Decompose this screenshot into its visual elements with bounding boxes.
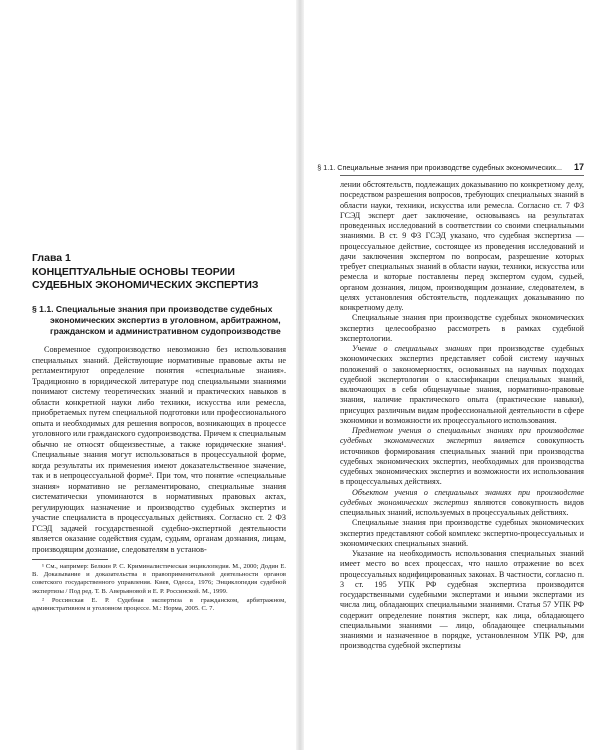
- right-body-paragraph: [340, 313, 584, 344]
- footnote-2: ² Россинская Е. Р. Судебная экспертиза в гражданском, арбитражном, административном и уголовном процессе. М.: Норма, 2005. С. 7.: [32, 596, 286, 613]
- paragraph-text: лении обстоятельств, подлежащих доказыванию по конкретному делу, посредством разрешения вопросов, требующих специальных знаний в области науки, техники, искусства или ремесла. Согласно ст. 7 ФЗ ГСЭД эксперт дает заключение, основываясь на результатах проведенных исследований в соответствии со своими специальными знаниями. В ст. 9 ФЗ ГСЭД указано, что судебная экспертиза — процессуальное действие, состоящее из проведения исследований и дачи заключения экспертом по вопросам, разрешение которых требует специальных знаний в области науки, техники, искусства или ремесла и которые поставлены перед экспертом судом, судьей, органом дознания, лицом, производящим дознание, следователем, в целях установления обстоятельств, подлежащих доказыванию по конкретному делу.: [340, 180, 584, 312]
- paragraph-text: Специальные знания при производстве судебных экономических экспертиз целесообразно рассмотреть в рамках судебной экспертологии.: [340, 313, 584, 343]
- right-body-paragraph: [340, 488, 584, 519]
- footnote-divider: [32, 559, 108, 560]
- right-body-paragraph: [340, 518, 584, 549]
- page-number: 17: [573, 162, 584, 172]
- paragraph-text: являются совокупность видов специальных знаний, используемых в процессуальных действиях.: [340, 497, 584, 517]
- footnote-1: ¹ См., например: Белкин Р. С. Криминалистическая энциклопедия. М., 2000; Додин Е. В. Доказывание и доказательства в правоприменительной деятельности органов советского государственного управления. Киев, Одесса, 1976; Энциклопедия судебной экспертизы / Под ред. Т. В. Аверьяновой и Е. Р. Россинской. М., 1999.: [32, 563, 286, 595]
- italic-term: Объектом учения о специальных знаниях при производстве судебных экономических экспертиз: [340, 487, 584, 507]
- italic-term: Учение о специальных знаниях: [352, 344, 472, 353]
- paragraph-text: при производстве судебных экономических экспертиз представляет собой систему научных положений о закономерностях, основанных на научных подходах судебной экспертологии о классификации специальных знаний, включающих в себя общенаучные знания, нормативно-правовые знания, наличие практического опыта (практические навыки), присущих различным видам профессиональной деятельности в сфере экономики и возможности их процессуального использования.: [340, 344, 584, 425]
- right-body-paragraph: [340, 426, 584, 488]
- chapter-label: Глава 1: [32, 252, 71, 264]
- header-rule: [340, 175, 584, 176]
- right-page: [340, 180, 584, 652]
- left-page: [32, 252, 286, 614]
- paragraph-text: совокупность источников формирования специальных знаний при производства судебных экономических экспертиз, необходимых для производства судебных экономических экспертиз и возможности их использования в процессуальных действиях.: [340, 436, 584, 487]
- right-body-paragraph: [340, 344, 584, 426]
- right-body-paragraph: [340, 180, 584, 313]
- chapter-title: КОНЦЕПТУАЛЬНЫЕ ОСНОВЫ ТЕОРИИ СУДЕБНЫХ ЭКОНОМИЧЕСКИХ ЭКСПЕРТИЗ: [32, 266, 259, 291]
- paragraph-text: Специальные знания при производстве судебных экономических экспертиз представляют собой комплекс экспертно-процессуальных и экономических специальных знаний.: [340, 518, 584, 548]
- section-title: § 1.1. Специальные знания при производстве судебных экономических экспертиз в уголовном, арбитражном, гражданском и административном судопроизводстве: [32, 304, 281, 336]
- paragraph-text: Указание на необходимость использования специальных знаний имеет место во всех процессах, что нашло отражение во всех процессуальных кодифицированных законах. В частности, согласно п. 3 ст. 195 УПК РФ судебная экспертиза производится государственными судебными экспертами и иными экспертами из числа лиц, обладающих специальными знаниями. Статья 57 УПК РФ содержит определение понятия эксперт, как лица, обладающего специальными знаниями — лицо, обладающее специальными знаниями и назначенное в порядке, установленном УПК РФ, для производства судебной экспертизы: [340, 549, 584, 651]
- left-body-paragraph: Современное судопроизводство невозможно без использования специальных знаний. Действующие нормативные правовые акты не регламентируют определение понятия «специальные знания». Традиционно в юридической литературе под специальными знаниями понимают систему теоретических знаний и практических навыков в области конкретной науки либо техники, искусства или ремесла, приобретаемых путем специальной подготовки или профессионального опыта и необходимых для решения вопросов, возникающих в процессе уголовного или гражданского судопроизводства. Причем к специальным обычно не относят общеизвестные, а также юридические знания¹. Специальные знания могут использоваться в процессуальной форме, когда результаты их применения имеют доказательственное значение, так и в непроцессуальной форме². При том, что понятие «специальные знания» нормативно не регламентировано, специальные знания систематически упоминаются в нормативных правовых актах, регулирующих назначение и производство судебных экспертиз и участие специалиста в процессуальных действиях. Согласно ст. 2 ФЗ ГСЭД задачей государственной судебно-экспертной деятельности является оказание содействия судам, судьям, органам дознания, лицам, производящим дознание, следователям в установ-: [32, 345, 286, 554]
- running-head-text: § 1.1. Специальные знания при производстве судебных экономических...: [317, 162, 562, 172]
- right-body-paragraph: [340, 549, 584, 652]
- running-head: [317, 162, 584, 172]
- book-gutter: [296, 0, 304, 750]
- italic-term: Предметом учения о специальных знаниях при производстве судебных экономических экспертиз является: [340, 426, 584, 446]
